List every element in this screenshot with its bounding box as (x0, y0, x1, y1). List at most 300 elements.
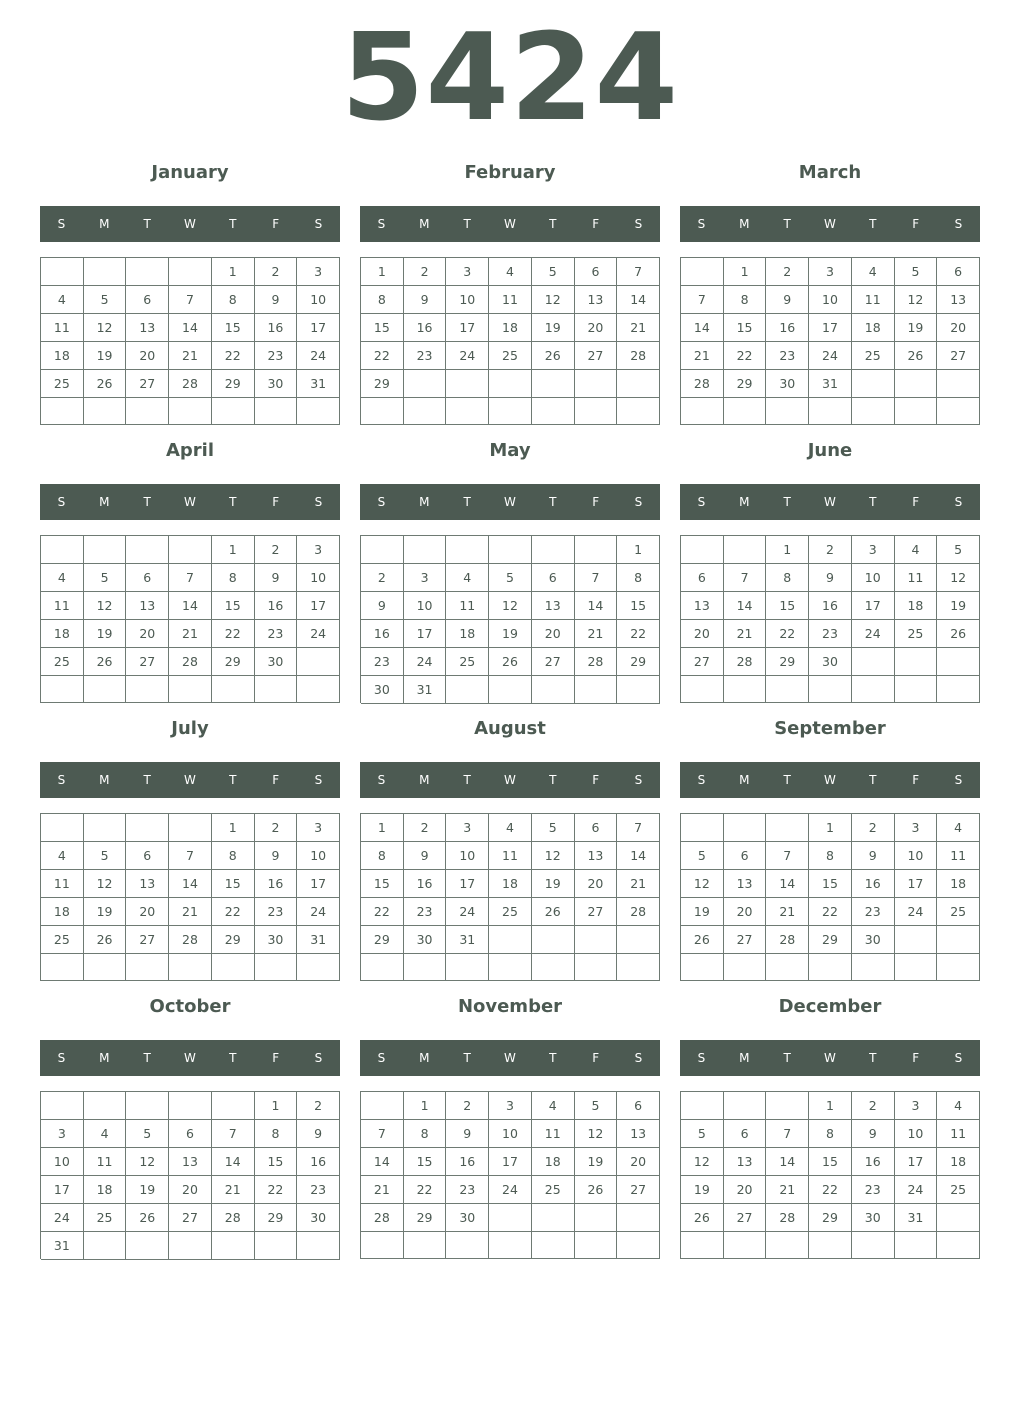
day-cell: 17 (297, 870, 340, 898)
day-grid (40, 257, 340, 425)
day-cell: 20 (937, 314, 980, 342)
empty-cell (255, 398, 298, 425)
day-cell: 8 (617, 564, 660, 592)
day-cell: 6 (126, 286, 169, 314)
day-cell: 26 (895, 342, 938, 370)
weekday-label: S (377, 495, 386, 509)
day-cell: 20 (575, 870, 618, 898)
day-cell: 21 (361, 1176, 404, 1204)
empty-cell (937, 1204, 980, 1232)
weekday-label: W (824, 217, 836, 231)
day-cell: 20 (126, 620, 169, 648)
day-cell: 26 (681, 1204, 724, 1232)
day-cell: 24 (895, 1176, 938, 1204)
day-cell: 27 (617, 1176, 660, 1204)
empty-cell (895, 1232, 938, 1259)
day-cell: 24 (895, 898, 938, 926)
day-cell: 19 (84, 620, 127, 648)
day-cell: 14 (361, 1148, 404, 1176)
weekday-header (40, 484, 340, 520)
day-cell: 1 (361, 258, 404, 286)
day-cell: 29 (809, 1204, 852, 1232)
day-cell: 19 (532, 870, 575, 898)
empty-cell (937, 648, 980, 676)
weekday-label: M (419, 217, 430, 231)
weekday-label: F (912, 773, 920, 787)
empty-cell (617, 1232, 660, 1259)
day-cell: 15 (404, 1148, 447, 1176)
empty-cell (84, 676, 127, 703)
weekday-label: S (57, 773, 66, 787)
day-cell: 26 (532, 342, 575, 370)
empty-cell (852, 954, 895, 981)
empty-cell (724, 954, 767, 981)
empty-cell (617, 1204, 660, 1232)
day-cell: 29 (212, 370, 255, 398)
month-name: February (464, 162, 556, 183)
day-cell: 19 (681, 898, 724, 926)
weekday-label: W (184, 495, 196, 509)
day-cell: 14 (169, 870, 212, 898)
day-cell: 16 (404, 314, 447, 342)
empty-cell (169, 398, 212, 425)
weekday-label: S (57, 495, 66, 509)
day-cell: 17 (297, 314, 340, 342)
empty-cell (489, 370, 532, 398)
weekday-label: W (504, 495, 516, 509)
empty-cell (169, 1092, 212, 1120)
weekday-label: M (739, 217, 750, 231)
day-cell: 5 (532, 814, 575, 842)
day-cell: 29 (212, 926, 255, 954)
empty-cell (361, 1092, 404, 1120)
day-cell: 14 (766, 1148, 809, 1176)
empty-cell (297, 676, 340, 703)
day-cell: 30 (297, 1204, 340, 1232)
day-cell: 16 (766, 314, 809, 342)
day-cell: 17 (41, 1176, 84, 1204)
day-cell: 16 (255, 870, 298, 898)
day-cell: 12 (681, 870, 724, 898)
day-cell: 19 (575, 1148, 618, 1176)
day-cell: 19 (84, 898, 127, 926)
day-cell: 11 (84, 1148, 127, 1176)
day-cell: 8 (255, 1120, 298, 1148)
empty-cell (169, 258, 212, 286)
day-cell: 29 (361, 370, 404, 398)
day-cell: 25 (84, 1204, 127, 1232)
empty-cell (681, 814, 724, 842)
empty-cell (489, 398, 532, 425)
empty-cell (84, 954, 127, 981)
day-cell: 14 (724, 592, 767, 620)
day-cell: 4 (41, 842, 84, 870)
day-cell: 15 (809, 870, 852, 898)
day-cell: 4 (937, 814, 980, 842)
weekday-label: W (824, 495, 836, 509)
weekday-label: T (783, 1051, 791, 1065)
day-cell: 7 (361, 1120, 404, 1148)
day-cell: 31 (297, 370, 340, 398)
day-cell: 12 (681, 1148, 724, 1176)
day-cell: 25 (41, 370, 84, 398)
day-cell: 13 (126, 314, 169, 342)
day-cell: 30 (255, 926, 298, 954)
weekday-label: T (143, 773, 151, 787)
empty-cell (809, 676, 852, 703)
empty-cell (361, 1232, 404, 1259)
day-cell: 23 (404, 342, 447, 370)
day-cell: 9 (404, 842, 447, 870)
weekday-header (680, 762, 980, 798)
weekday-label: S (314, 773, 323, 787)
day-cell: 17 (446, 314, 489, 342)
day-grid (680, 813, 980, 981)
empty-cell (255, 676, 298, 703)
weekday-label: T (869, 1051, 877, 1065)
empty-cell (766, 676, 809, 703)
day-cell: 14 (169, 592, 212, 620)
empty-cell (766, 814, 809, 842)
day-cell: 24 (446, 342, 489, 370)
empty-cell (212, 1232, 255, 1260)
day-cell: 9 (255, 286, 298, 314)
day-cell: 10 (446, 842, 489, 870)
weekday-label: S (954, 217, 963, 231)
day-cell: 22 (361, 342, 404, 370)
weekday-label: S (954, 495, 963, 509)
day-cell: 15 (361, 870, 404, 898)
day-cell: 2 (809, 536, 852, 564)
day-cell: 19 (532, 314, 575, 342)
weekday-label: S (377, 773, 386, 787)
day-cell: 21 (617, 870, 660, 898)
day-cell: 29 (404, 1204, 447, 1232)
day-cell: 1 (724, 258, 767, 286)
day-cell: 11 (41, 314, 84, 342)
empty-cell (895, 926, 938, 954)
weekday-label: T (783, 495, 791, 509)
day-cell: 20 (681, 620, 724, 648)
day-cell: 3 (446, 814, 489, 842)
day-cell: 16 (255, 314, 298, 342)
day-cell: 29 (809, 926, 852, 954)
day-cell: 5 (84, 564, 127, 592)
weekday-header (360, 1040, 660, 1076)
day-cell: 27 (126, 648, 169, 676)
day-cell: 25 (532, 1176, 575, 1204)
day-cell: 8 (724, 286, 767, 314)
day-cell: 26 (126, 1204, 169, 1232)
empty-cell (852, 370, 895, 398)
day-cell: 16 (809, 592, 852, 620)
day-cell: 19 (895, 314, 938, 342)
day-cell: 29 (766, 648, 809, 676)
day-cell: 23 (446, 1176, 489, 1204)
day-cell: 21 (169, 342, 212, 370)
day-cell: 18 (489, 314, 532, 342)
day-cell: 20 (532, 620, 575, 648)
day-cell: 24 (446, 898, 489, 926)
day-cell: 4 (446, 564, 489, 592)
empty-cell (575, 1204, 618, 1232)
weekday-label: S (314, 495, 323, 509)
empty-cell (895, 370, 938, 398)
day-cell: 11 (489, 842, 532, 870)
day-cell: 9 (809, 564, 852, 592)
empty-cell (41, 1092, 84, 1120)
empty-cell (532, 676, 575, 704)
weekday-label: M (419, 1051, 430, 1065)
day-cell: 22 (212, 620, 255, 648)
weekday-header (680, 206, 980, 242)
weekday-label: F (592, 1051, 600, 1065)
day-cell: 7 (169, 842, 212, 870)
day-cell: 8 (809, 1120, 852, 1148)
day-cell: 1 (255, 1092, 298, 1120)
day-cell: 13 (937, 286, 980, 314)
day-cell: 17 (895, 1148, 938, 1176)
weekday-label: S (954, 773, 963, 787)
day-cell: 5 (84, 842, 127, 870)
empty-cell (575, 370, 618, 398)
empty-cell (84, 398, 127, 425)
weekday-label: F (912, 495, 920, 509)
day-cell: 1 (361, 814, 404, 842)
day-cell: 4 (937, 1092, 980, 1120)
empty-cell (681, 258, 724, 286)
day-cell: 21 (681, 342, 724, 370)
day-cell: 11 (41, 592, 84, 620)
day-cell: 5 (681, 842, 724, 870)
day-cell: 11 (937, 1120, 980, 1148)
day-cell: 3 (297, 536, 340, 564)
empty-cell (937, 398, 980, 425)
day-cell: 22 (404, 1176, 447, 1204)
empty-cell (766, 1232, 809, 1259)
empty-cell (809, 1232, 852, 1259)
day-cell: 23 (255, 620, 298, 648)
day-grid (360, 1091, 660, 1259)
weekday-label: M (739, 1051, 750, 1065)
day-cell: 1 (766, 536, 809, 564)
weekday-label: S (697, 773, 706, 787)
day-cell: 12 (84, 314, 127, 342)
empty-cell (255, 954, 298, 981)
day-cell: 28 (169, 926, 212, 954)
day-cell: 5 (489, 564, 532, 592)
day-cell: 4 (41, 564, 84, 592)
day-cell: 3 (809, 258, 852, 286)
empty-cell (766, 398, 809, 425)
weekday-label: F (592, 217, 600, 231)
day-cell: 18 (895, 592, 938, 620)
day-cell: 3 (489, 1092, 532, 1120)
empty-cell (126, 398, 169, 425)
empty-cell (126, 954, 169, 981)
day-cell: 12 (532, 842, 575, 870)
day-cell: 12 (84, 592, 127, 620)
weekday-label: T (549, 773, 557, 787)
day-cell: 8 (404, 1120, 447, 1148)
day-cell: 4 (489, 258, 532, 286)
weekday-label: F (272, 217, 280, 231)
empty-cell (532, 954, 575, 981)
empty-cell (404, 536, 447, 564)
day-cell: 1 (404, 1092, 447, 1120)
day-cell: 28 (681, 370, 724, 398)
empty-cell (532, 398, 575, 425)
day-cell: 4 (489, 814, 532, 842)
empty-cell (532, 1232, 575, 1259)
weekday-label: W (504, 1051, 516, 1065)
day-cell: 7 (212, 1120, 255, 1148)
empty-cell (446, 1232, 489, 1259)
weekday-label: M (99, 773, 110, 787)
day-cell: 31 (895, 1204, 938, 1232)
day-cell: 13 (126, 870, 169, 898)
day-cell: 26 (84, 648, 127, 676)
day-cell: 11 (41, 870, 84, 898)
weekday-header (360, 762, 660, 798)
empty-cell (126, 1232, 169, 1260)
day-cell: 2 (852, 1092, 895, 1120)
day-grid (40, 813, 340, 981)
weekday-label: T (549, 217, 557, 231)
empty-cell (446, 676, 489, 704)
weekday-header (40, 762, 340, 798)
empty-cell (297, 954, 340, 981)
empty-cell (84, 536, 127, 564)
empty-cell (852, 676, 895, 703)
empty-cell (895, 648, 938, 676)
day-cell: 26 (489, 648, 532, 676)
empty-cell (681, 536, 724, 564)
day-cell: 30 (404, 926, 447, 954)
day-cell: 17 (404, 620, 447, 648)
weekday-label: W (184, 217, 196, 231)
empty-cell (126, 814, 169, 842)
day-cell: 4 (41, 286, 84, 314)
weekday-header (360, 484, 660, 520)
day-cell: 2 (255, 814, 298, 842)
empty-cell (126, 676, 169, 703)
empty-cell (937, 954, 980, 981)
empty-cell (212, 954, 255, 981)
empty-cell (532, 926, 575, 954)
day-grid (360, 535, 660, 703)
day-cell: 23 (852, 898, 895, 926)
day-cell: 7 (169, 564, 212, 592)
weekday-label: F (592, 495, 600, 509)
day-cell: 22 (361, 898, 404, 926)
day-cell: 18 (937, 1148, 980, 1176)
day-cell: 20 (169, 1176, 212, 1204)
weekday-label: F (912, 217, 920, 231)
day-cell: 6 (126, 564, 169, 592)
day-cell: 2 (446, 1092, 489, 1120)
day-cell: 11 (446, 592, 489, 620)
month-name: January (151, 162, 229, 183)
day-cell: 25 (937, 1176, 980, 1204)
day-cell: 23 (297, 1176, 340, 1204)
empty-cell (446, 536, 489, 564)
empty-cell (937, 1232, 980, 1259)
day-cell: 9 (766, 286, 809, 314)
day-cell: 26 (575, 1176, 618, 1204)
day-cell: 9 (852, 842, 895, 870)
weekday-label: F (912, 1051, 920, 1065)
day-cell: 26 (84, 370, 127, 398)
day-cell: 28 (617, 342, 660, 370)
empty-cell (766, 1092, 809, 1120)
weekday-label: T (229, 495, 237, 509)
day-cell: 19 (489, 620, 532, 648)
day-cell: 21 (766, 898, 809, 926)
day-cell: 30 (852, 926, 895, 954)
empty-cell (41, 536, 84, 564)
day-cell: 15 (809, 1148, 852, 1176)
day-cell: 13 (126, 592, 169, 620)
day-cell: 3 (895, 814, 938, 842)
day-cell: 6 (169, 1120, 212, 1148)
day-cell: 29 (212, 648, 255, 676)
day-cell: 12 (575, 1120, 618, 1148)
empty-cell (446, 954, 489, 981)
weekday-label: S (314, 217, 323, 231)
empty-cell (724, 1092, 767, 1120)
day-grid (360, 257, 660, 425)
empty-cell (297, 398, 340, 425)
weekday-label: S (314, 1051, 323, 1065)
day-cell: 31 (41, 1232, 84, 1260)
month-name: December (778, 996, 882, 1017)
empty-cell (937, 926, 980, 954)
empty-cell (575, 954, 618, 981)
day-grid (360, 813, 660, 981)
day-grid (40, 1091, 340, 1259)
day-cell: 27 (126, 370, 169, 398)
day-cell: 22 (617, 620, 660, 648)
day-cell: 15 (212, 870, 255, 898)
day-cell: 5 (532, 258, 575, 286)
day-cell: 31 (404, 676, 447, 704)
empty-cell (404, 398, 447, 425)
day-cell: 13 (575, 286, 618, 314)
day-cell: 12 (126, 1148, 169, 1176)
weekday-label: M (739, 495, 750, 509)
day-cell: 12 (895, 286, 938, 314)
day-cell: 6 (724, 842, 767, 870)
day-cell: 9 (361, 592, 404, 620)
day-cell: 30 (852, 1204, 895, 1232)
empty-cell (255, 1232, 298, 1260)
day-cell: 7 (575, 564, 618, 592)
day-cell: 13 (724, 1148, 767, 1176)
empty-cell (724, 814, 767, 842)
weekday-label: T (463, 217, 471, 231)
day-cell: 16 (297, 1148, 340, 1176)
day-cell: 16 (446, 1148, 489, 1176)
day-cell: 24 (297, 620, 340, 648)
day-cell: 31 (446, 926, 489, 954)
day-cell: 27 (575, 898, 618, 926)
day-cell: 2 (404, 814, 447, 842)
day-cell: 25 (41, 926, 84, 954)
empty-cell (297, 1232, 340, 1260)
day-cell: 8 (809, 842, 852, 870)
day-cell: 3 (446, 258, 489, 286)
